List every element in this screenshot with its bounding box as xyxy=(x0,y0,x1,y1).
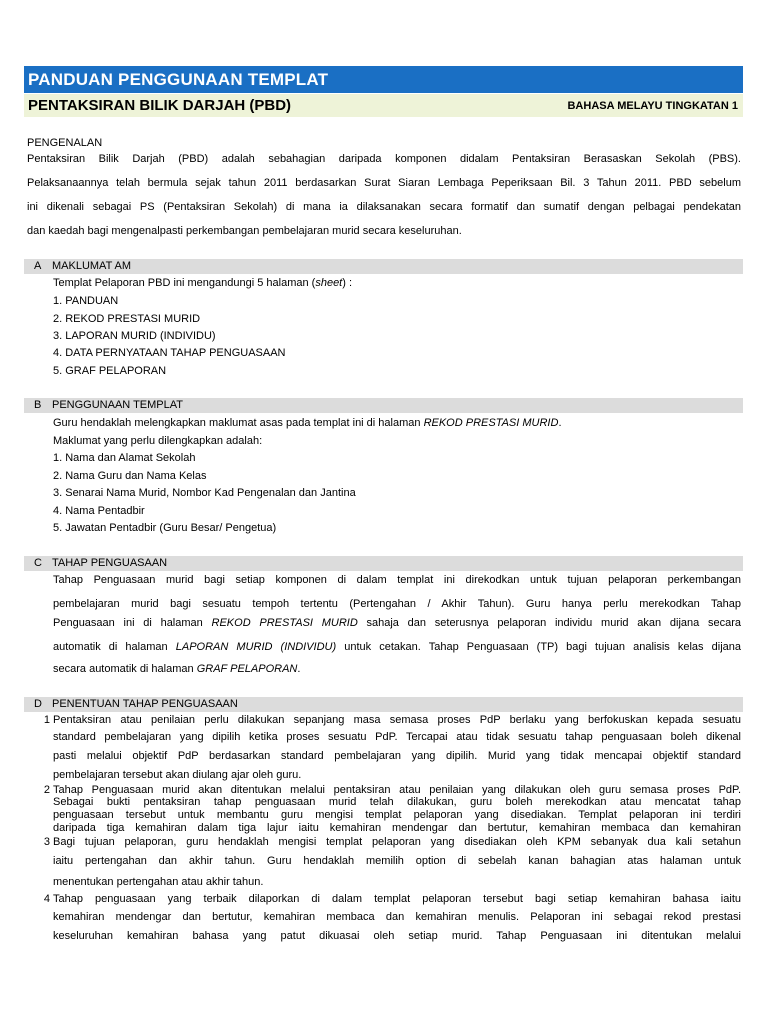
section-title: TAHAP PENGUASAAN xyxy=(52,557,168,569)
paragraph-line: Tahap penguasaan yang terbaik dilaporkan di dalam templat pelaporan tersebut bagi setiap kemahiran bahasa iaitu xyxy=(53,893,741,905)
section-c-line: Penguasaan ini di halaman REKOD PRESTASI MURID sahaja dan seterusnya pelaporan individu murid akan dijana secara xyxy=(53,617,741,629)
document-title: PANDUAN PENGGUNAAN TEMPLAT xyxy=(24,66,743,93)
list-item: 4. DATA PERNYATAAN TAHAP PENGUASAAN xyxy=(53,347,286,359)
list-item: 1. PANDUAN xyxy=(53,295,119,307)
list-item: 3. Senarai Nama Murid, Nombor Kad Pengenalan dan Jantina xyxy=(53,487,356,499)
section-a-intro: Templat Pelaporan PBD ini mengandungi 5 halaman (sheet) : xyxy=(53,277,353,289)
paragraph-line: pembelajaran tersebut akan diulang ajar oleh guru. xyxy=(53,769,302,781)
list-item: 2. Nama Guru dan Nama Kelas xyxy=(53,470,207,482)
section-letter: A xyxy=(34,260,42,272)
item-number: 4 xyxy=(43,893,50,905)
section-a-header xyxy=(24,259,743,274)
list-item: 3. LAPORAN MURID (INDIVIDU) xyxy=(53,330,216,342)
subject-label: BAHASA MELAYU TINGKATAN 1 xyxy=(567,99,738,112)
section-d-header xyxy=(24,697,743,712)
section-c-line: Tahap Penguasaan murid bagi setiap komponen di dalam templat ini direkodkan untuk tujuan pelaporan perkembangan xyxy=(53,574,741,586)
section-b-line: Guru hendaklah melengkapkan maklumat asas pada templat ini di halaman REKOD PRESTASI MURID. xyxy=(53,417,562,429)
paragraph-line: iaitu pertengahan dan akhir tahun. Guru hendaklah memilih option di sebelah kanan bahagian atas halaman untuk xyxy=(53,855,741,867)
section-c-line: secara automatik di halaman GRAF PELAPORAN. xyxy=(53,663,301,675)
paragraph-line: penguasaan tersebut untuk membantu guru mengisi templat pelaporan yang disediakan. Templat pelaporan ini terdiri xyxy=(53,809,741,821)
paragraph-line: pasti melalui objektif PdP berdasarkan standard pembelajaran yang dipilih. Murid yang tidak mencapai objektif standard xyxy=(53,750,741,762)
item-number: 1 xyxy=(43,714,50,726)
paragraph-line: menentukan pertengahan atau akhir tahun. xyxy=(53,876,264,888)
section-c-line: automatik di halaman LAPORAN MURID (INDIVIDU) untuk cetakan. Tahap Penguasaan (TP) bagi tujuan analisis kelas dijana xyxy=(53,641,741,653)
section-letter: C xyxy=(34,557,42,569)
section-title: PENGGUNAAN TEMPLAT xyxy=(52,399,184,411)
section-letter: B xyxy=(34,399,42,411)
paragraph-line: keseluruhan kemahiran bahasa yang patut dikuasai oleh setiap murid. Tahap Penguasaan ini ditentukan melalui xyxy=(53,930,741,942)
paragraph-line: kemahiran mendengar dan bertutur, kemahiran membaca dan kemahiran menulis. Pelaporan ini sebagai rekod prestasi xyxy=(53,911,741,923)
item-number: 2 xyxy=(43,784,50,796)
document-subtitle: PENTAKSIRAN BILIK DARJAH (PBD) xyxy=(28,97,292,114)
item-number: 3 xyxy=(43,836,50,848)
subtitle-bar xyxy=(24,94,743,117)
intro-line: Pelaksanaannya telah bermula sejak tahun 2011 berdasarkan Surat Siaran Lembaga Peperiksaan Bil. 3 Tahun 2011. PBD sebelum xyxy=(27,177,741,189)
list-item: 5. Jawatan Pentadbir (Guru Besar/ Pengetua) xyxy=(53,522,277,534)
section-b-header xyxy=(24,398,743,413)
paragraph-line: Pentaksiran atau penilaian perlu dilakukan sepanjang masa semasa proses PdP berlaku yang berfokuskan kepada sesuatu xyxy=(53,714,741,726)
list-item: 2. REKOD PRESTASI MURID xyxy=(53,313,201,325)
paragraph-line: Sebagai bukti pentaksiran tahap penguasaan murid telah dilakukan, guru boleh merekodkan atau mencatat tahap xyxy=(53,796,741,808)
section-letter: D xyxy=(34,698,42,710)
section-b-line: Maklumat yang perlu dilengkapkan adalah: xyxy=(53,435,263,447)
section-c-line: pembelajaran murid bagi sesuatu tempoh tertentu (Pertengahan / Akhir Tahun). Guru hanya perlu merekodkan Tahap xyxy=(53,598,741,610)
intro-line: ini dikenali sebagai PS (Pentaksiran Sekolah) di mana ia dilaksanakan secara formatif dan sumatif dengan pelbagai pendekatan xyxy=(27,201,741,213)
intro-heading: PENGENALAN xyxy=(27,137,103,149)
section-title: PENENTUAN TAHAP PENGUASAAN xyxy=(52,698,238,710)
section-c-header xyxy=(24,556,743,571)
paragraph-line: Tahap Penguasaan murid akan ditentukan melalui pentaksiran atau penilaian yang dilakukan oleh guru semasa proses PdP. xyxy=(53,784,741,796)
list-item: 4. Nama Pentadbir xyxy=(53,505,145,517)
paragraph-line: Bagi tujuan pelaporan, guru hendaklah mengisi templat pelaporan yang disediakan oleh KPM sebanyak dua kali setahun xyxy=(53,836,741,848)
intro-line: dan kaedah bagi mengenalpasti perkembangan pembelajaran murid secara keseluruhan. xyxy=(27,225,462,237)
list-item: 5. GRAF PELAPORAN xyxy=(53,365,167,377)
paragraph-line: standard pembelajaran yang dipilih ketika proses sesuatu PdP. Tercapai atau tidak sesuatu tahap penguasaan boleh dikenal xyxy=(53,731,741,743)
intro-line: Pentaksiran Bilik Darjah (PBD) adalah sebahagian daripada komponen didalam Pentaksiran Berasaskan Sekolah (PBS). xyxy=(27,153,741,165)
paragraph-line: daripada tiga kemahiran dalam tiga lajur iaitu kemahiran mendengar dan bertutur, kemahiran membaca dan kemahiran xyxy=(53,822,741,834)
list-item: 1. Nama dan Alamat Sekolah xyxy=(53,452,196,464)
section-title: MAKLUMAT AM xyxy=(52,260,132,272)
